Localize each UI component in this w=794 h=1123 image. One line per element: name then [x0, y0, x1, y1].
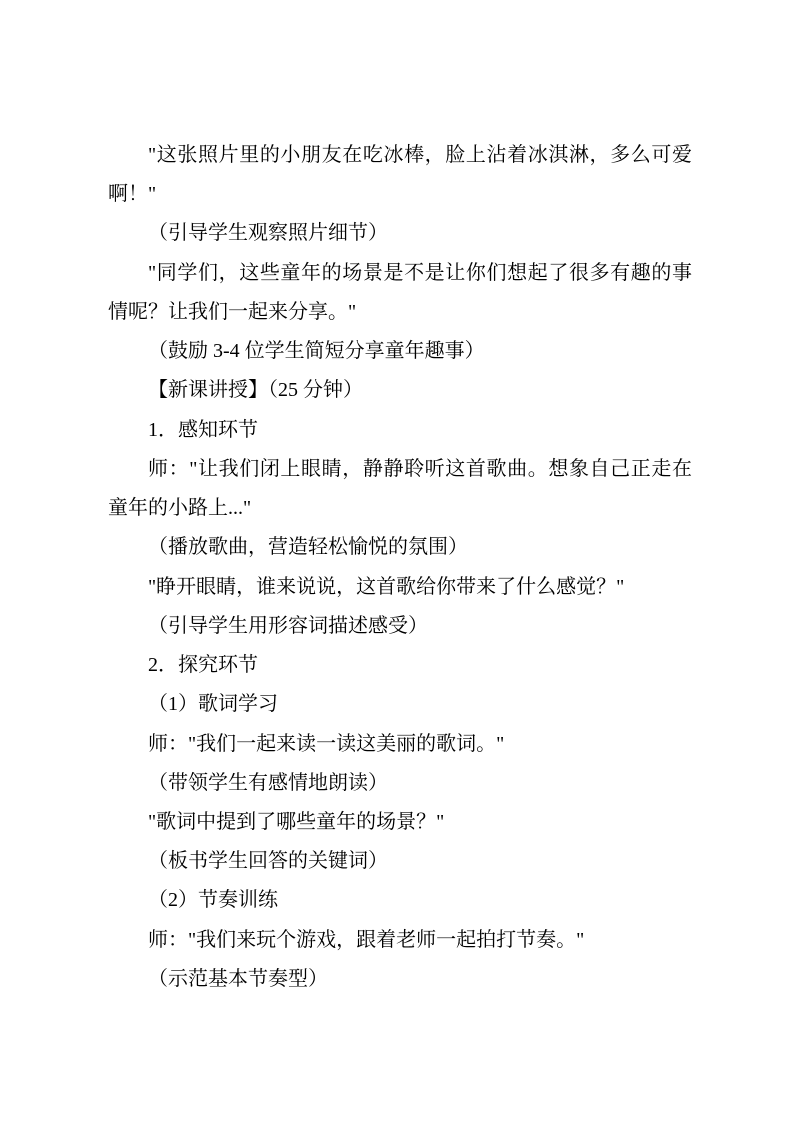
text-line: （1）歌词学习	[148, 693, 278, 716]
text-line: （鼓励 3-4 位学生简短分享童年趣事）	[148, 340, 485, 363]
text-line: 2．探究环节	[148, 654, 258, 677]
paragraph-note	[0, 607, 794, 646]
paragraph-note	[0, 332, 794, 371]
subsection-heading-exploration	[0, 646, 794, 685]
text-line: 【新课讲授】（25 分钟）	[148, 379, 363, 402]
paragraph-note	[0, 528, 794, 567]
text-line: （播放歌曲，营造轻松愉悦的氛围）	[148, 536, 468, 559]
paragraph-note	[0, 842, 794, 881]
paragraph-share-quote	[0, 254, 794, 332]
text-line: （示范基本节奏型）	[148, 967, 328, 990]
text-line: 1．感知环节	[148, 418, 258, 441]
paragraph-teacher-quote	[0, 450, 794, 528]
paragraph-note	[0, 764, 794, 803]
subsection-heading-perception	[0, 411, 794, 450]
paragraph-note	[0, 960, 794, 999]
text-line: （引导学生观察照片细节）	[148, 222, 388, 245]
text-line: "睁开眼睛，谁来说说，这首歌给你带来了什么感觉？"	[148, 575, 625, 598]
paragraph-teacher-quote	[0, 725, 794, 764]
section-heading-new-lesson	[0, 371, 794, 410]
item-heading-rhythm	[0, 881, 794, 920]
text-line: 师："我们一起来读一读这美丽的歌词。"	[148, 732, 505, 755]
paragraph-quote	[0, 803, 794, 842]
paragraph-photo-quote	[0, 136, 794, 214]
text-line: "这张照片里的小朋友在吃冰棒，脸上沾着冰淇淋，多么可爱	[148, 144, 692, 166]
text-line: "同学们，这些童年的场景是不是让你们想起了很多有趣的事	[148, 261, 692, 284]
paragraph-quote	[0, 568, 794, 607]
text-line: （带领学生有感情地朗读）	[148, 771, 388, 794]
item-heading-lyrics	[0, 685, 794, 724]
text-line: 师："我们来玩个游戏，跟着老师一起拍打节奏。"	[148, 928, 585, 951]
paragraph-note	[0, 214, 794, 253]
text-line: 师："让我们闭上眼睛，静静聆听这首歌曲。想象自己正走在	[148, 457, 692, 480]
text-line: "歌词中提到了哪些童年的场景？"	[148, 810, 445, 833]
text-line: （板书学生回答的关键词）	[148, 850, 388, 873]
text-line: （2）节奏训练	[148, 889, 278, 912]
paragraph-teacher-quote	[0, 921, 794, 960]
text-line: 童年的小路上..."	[108, 497, 252, 520]
text-line: 情呢？让我们一起来分享。"	[108, 300, 357, 323]
text-line: （引导学生用形容词描述感受）	[148, 614, 428, 637]
text-line: 啊！"	[108, 183, 157, 206]
